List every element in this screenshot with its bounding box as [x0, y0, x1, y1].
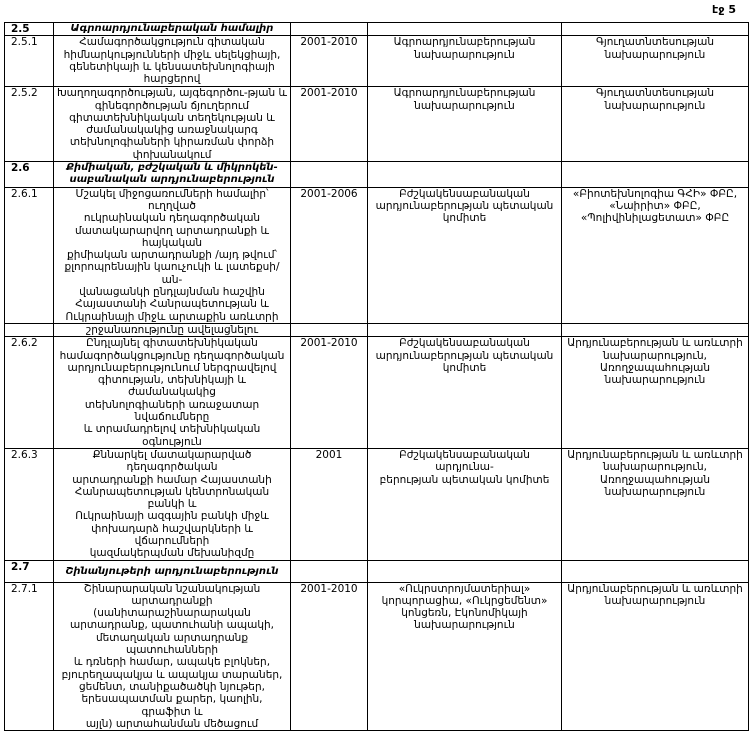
period-cell	[291, 162, 368, 188]
partner-cell: Գյուղատնտեսության նախարարություն	[562, 36, 749, 87]
partner-cell	[562, 162, 749, 188]
section-title: Ագրոարդյունաբերական համալիր	[54, 23, 291, 36]
partner-cell: Արդյունաբերության և առևտրի նախարարություն, Առողջապահության նախարարություն	[562, 337, 749, 449]
partner-cell: «Բիոտեխնոլոգիա ԳՀԻ» ՓԲԸ, «Նաիրիտ» ՓԲԸ, «Պոլիվինիլացետատ» ՓԲԸ	[562, 187, 749, 323]
page-number: էջ 5	[712, 3, 736, 16]
partner-cell	[562, 560, 749, 582]
table-row	[5, 36, 749, 87]
item-number: 2.6	[5, 162, 54, 188]
item-number: 2.5.2	[5, 87, 54, 162]
item-number: 2.6.3	[5, 448, 54, 560]
item-number: 2.7	[5, 560, 54, 582]
executor-cell: Բժշկակենսաբանական արդյունա- բերության պետական կոմիտե	[368, 448, 562, 560]
partner-cell	[562, 323, 749, 336]
measure-text: Քննարկել մատակարարված դեղագործական արտադրանքի համար Հայաստանի Հանրապետության կենտրոնական բանկի և Ուկրաինայի ազգային բանկի միջև փոխադարձ հաշվարկների և վճարումների կազմակերպման մեխանիզմը	[54, 448, 291, 560]
partner-cell	[562, 23, 749, 36]
section-title: Շինանյութերի արդյունաբերություն	[54, 560, 291, 582]
period-cell: 2001-2006	[291, 187, 368, 323]
period-cell	[291, 323, 368, 336]
item-number: 2.5	[5, 23, 54, 36]
executor-cell	[368, 560, 562, 582]
section-row	[5, 162, 749, 188]
table-row	[5, 582, 749, 731]
executor-cell: Բժշկակենսաբանական արդյունաբերության պետական կոմիտե	[368, 187, 562, 323]
section-row	[5, 23, 749, 36]
period-cell: 2001	[291, 448, 368, 560]
partner-cell: Արդյունաբերության և առևտրի նախարարություն	[562, 582, 749, 731]
period-cell	[291, 23, 368, 36]
executor-cell: Ագրոարդյունաբերության նախարարություն	[368, 36, 562, 87]
period-cell: 2001-2010	[291, 36, 368, 87]
measure-text: Մշակել միջոցառումների համալիր՝ ուղղված ուկրաինական դեղագործական մատակարարվող արտադրանքի և հայկական քիմիական արտադրանքի /այդ թվում՝ քլորոպրենային կաուչուկի և լատեքսի/ ան- վանացանկի ընդլայնման հաշվին Հայաստանի Հանրապետության և Ուկրաինայի միջև արտաքին առևտրի	[54, 187, 291, 323]
executor-cell: «Ուկրստրոյմատերիալ» կորպորացիա, «Ուկրցեմենտ» կոնցեռն, Էկոնոմիկայի նախարարություն	[368, 582, 562, 731]
measure-text: Խաղողագործության, այգեգործու-թյան և գինեգործության ճյուղերում գիտատեխնիկական տեղեկության և ժամանակակից առաջնակարգ տեխնոլոգիաների կիրառման փորձի փոխանակում	[54, 87, 291, 162]
executor-cell: Բժշկակենսաբանական արդյունաբերության պետական կոմիտե	[368, 337, 562, 449]
program-table	[4, 22, 749, 731]
measure-text: Ընդլայնել գիտատեխնիկական համագործակցությունը դեղագործական արդյունաբերությունում ներգրավելով գիտության, տեխնիկայի և ժամանակակից տեխնոլոգիաների առաջատար նվաճումները և տրամադրելով տեխնիկական օգնություն	[54, 337, 291, 449]
table-row-continuation	[5, 323, 749, 336]
table-row	[5, 337, 749, 449]
table-row	[5, 87, 749, 162]
table-row	[5, 187, 749, 323]
period-cell: 2001-2010	[291, 337, 368, 449]
section-title: Քիմիական, բժշկական և միկրոկեն- սաբանական արդյունաբերություն	[54, 162, 291, 188]
item-number: 2.6.1	[5, 187, 54, 323]
item-number	[5, 323, 54, 336]
item-number: 2.6.2	[5, 337, 54, 449]
executor-cell: Ագրոարդյունաբերության նախարարություն	[368, 87, 562, 162]
period-cell: 2001-2010	[291, 582, 368, 731]
item-number: 2.5.1	[5, 36, 54, 87]
table-row	[5, 448, 749, 560]
period-cell: 2001-2010	[291, 87, 368, 162]
executor-cell	[368, 162, 562, 188]
section-row	[5, 560, 749, 582]
executor-cell	[368, 23, 562, 36]
measure-text: Համագործակցություն գիտական հիմնարկությունների միջև սելեկցիայի, գենետիկայի և կենսատեխնոլոգիայի հարցերով	[54, 36, 291, 87]
measure-text: շրջանառությունը ավելացնելու	[54, 323, 291, 336]
period-cell	[291, 560, 368, 582]
measure-text: Շինարարական նշանակության արտադրանքի (սանիտարաշինարարական արտադրանք, պատուհանի ապակի, մետաղական արտադրանք պատուհանների և դռների համար, ապակե բլոկներ, բյուրեղապակյա և ապակյա տարաներ, ցեմենտ, տանիքածածկի նյութեր, երեսապատման քարեր, կաոլին, գրաֆիտ և այլն) արտահանման մեծացում	[54, 582, 291, 731]
item-number: 2.7.1	[5, 582, 54, 731]
partner-cell: Գյուղատնտեսության նախարարություն	[562, 87, 749, 162]
partner-cell: Արդյունաբերության և առևտրի նախարարություն, Առողջապահության նախարարություն	[562, 448, 749, 560]
executor-cell	[368, 323, 562, 336]
